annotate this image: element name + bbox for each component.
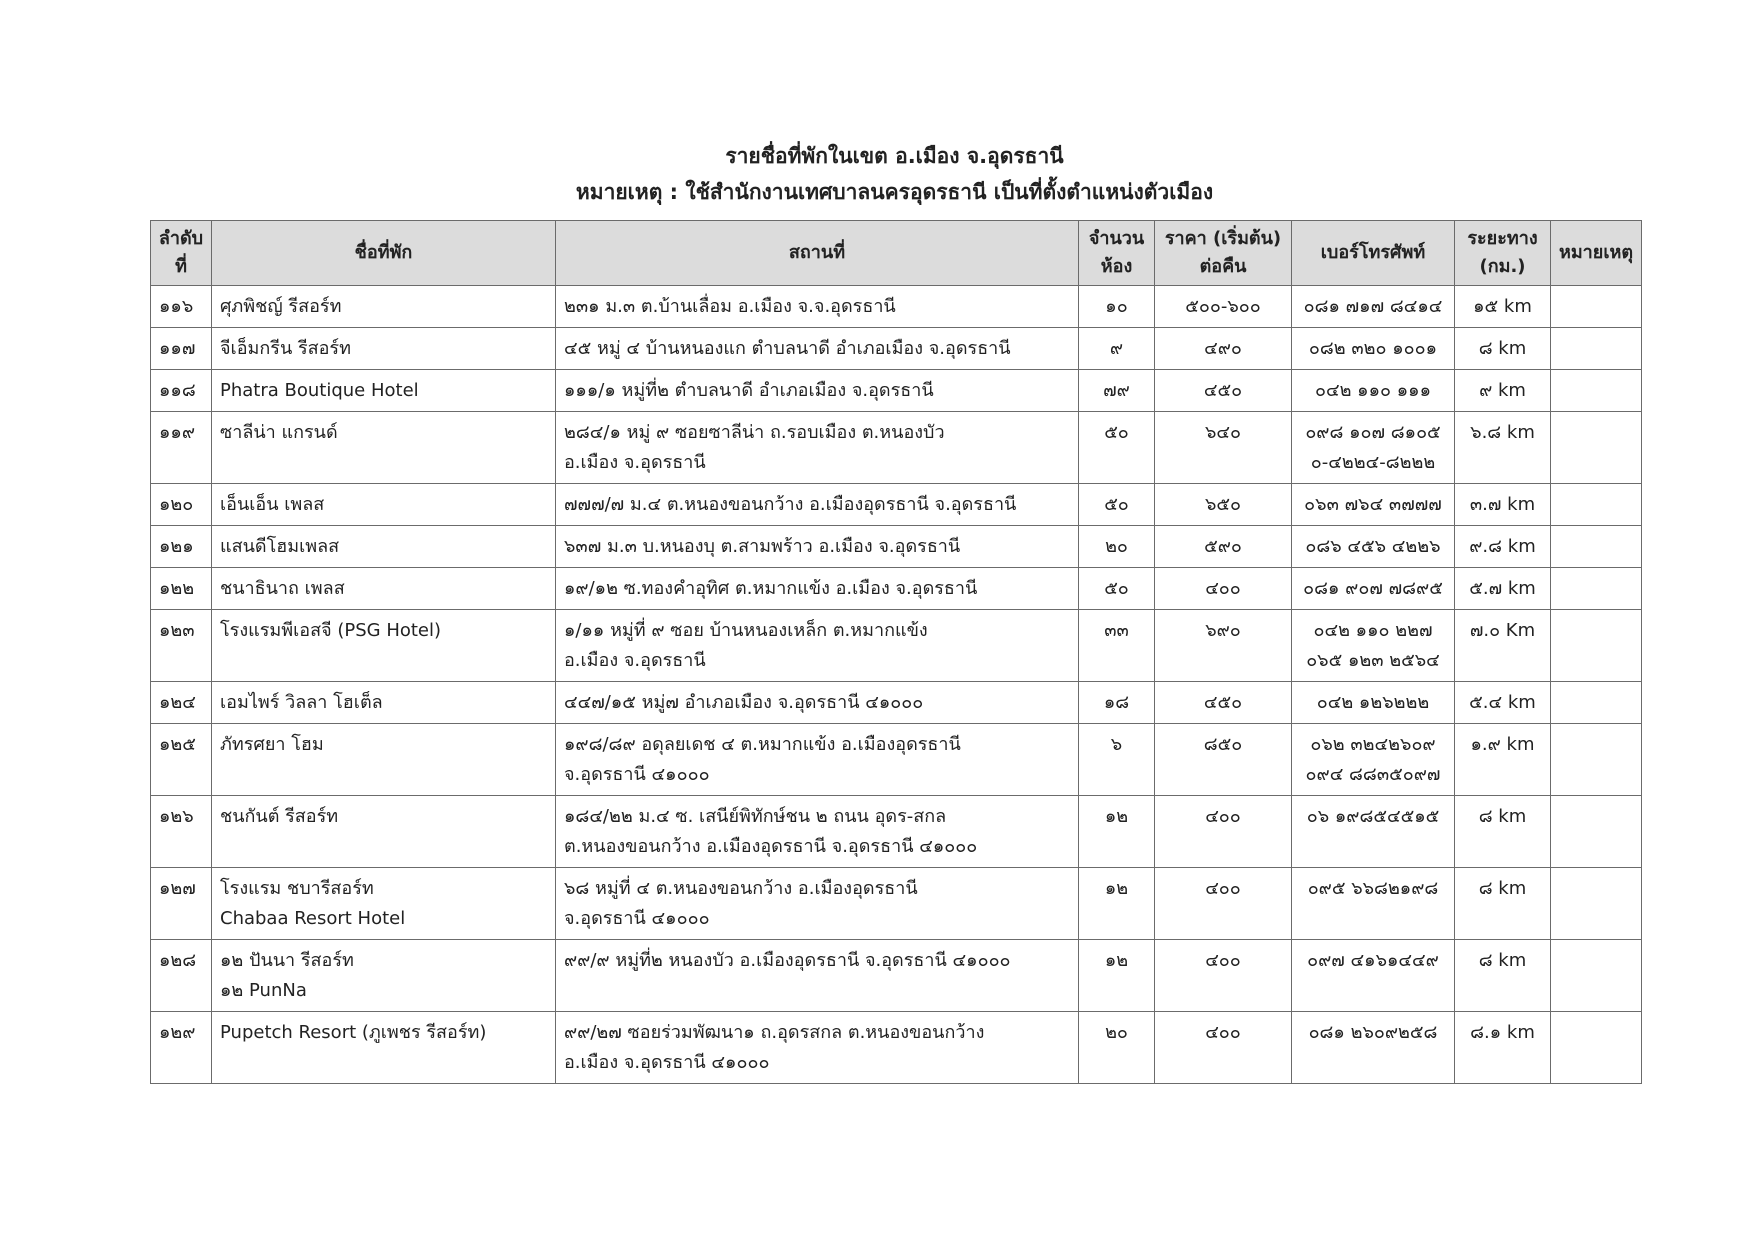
cell-note <box>1551 328 1642 370</box>
header-distance <box>1455 221 1551 286</box>
cell-no: ๑๑๖ <box>151 286 212 328</box>
cell-phone <box>1292 484 1455 526</box>
cell-distance: ๘ km <box>1455 868 1551 940</box>
table-body <box>151 286 1642 1084</box>
cell-name <box>212 682 556 724</box>
cell-distance: ๘ km <box>1455 796 1551 868</box>
cell-location-line: ๑๑๑/๑ หมู่ที่๒ ตำบลนาดี อำเภอเมือง จ.อุดรธานี <box>564 380 934 401</box>
cell-phone-line: ๐๔๒ ๑๑๐ ๒๒๗ <box>1313 620 1433 641</box>
cell-price: ๔๐๐ <box>1155 796 1292 868</box>
cell-distance: ๘ km <box>1455 328 1551 370</box>
cell-location-line: ๙๙/๙ หมู่ที่๒ หนองบัว อ.เมืองอุดรธานี จ.อุดรธานี ๔๑๐๐๐ <box>564 950 1011 971</box>
cell-name-line: ชนกันต์ รีสอร์ท <box>220 806 339 827</box>
table-row <box>151 682 1642 724</box>
cell-rooms: ๒๐ <box>1079 526 1155 568</box>
cell-name-line: โรงแรมพีเอสจี (PSG Hotel) <box>220 620 442 641</box>
cell-phone <box>1292 370 1455 412</box>
cell-location <box>556 868 1079 940</box>
cell-note <box>1551 484 1642 526</box>
cell-distance: ๑.๙ km <box>1455 724 1551 796</box>
cell-phone <box>1292 1012 1455 1084</box>
cell-phone-line: ๐๔๒ ๑๑๐ ๑๑๑ <box>1314 380 1432 401</box>
cell-location-line: ๙๙/๒๗ ซอยร่วมพัฒนา๑ ถ.อุดรสกล ต.หนองขอนกว้าง <box>564 1022 985 1043</box>
cell-location-line: ๑๘๔/๒๒ ม.๔ ซ. เสนีย์พิทักษ์ชน ๒ ถนน อุดร-สกล <box>564 806 947 827</box>
cell-rooms: ๕๐ <box>1079 484 1155 526</box>
cell-location <box>556 526 1079 568</box>
cell-name <box>212 568 556 610</box>
cell-price: ๔๐๐ <box>1155 568 1292 610</box>
cell-phone-line: ๐๘๑ ๙๐๗ ๗๘๙๕ <box>1303 578 1443 599</box>
table-row <box>151 610 1642 682</box>
cell-name <box>212 328 556 370</box>
cell-name-line: ชนาธินาถ เพลส <box>220 578 345 599</box>
cell-phone-line: ๐๔๒ ๑๒๖๒๒๒ <box>1316 692 1430 713</box>
cell-name <box>212 370 556 412</box>
table-row <box>151 286 1642 328</box>
table-row <box>151 370 1642 412</box>
cell-note <box>1551 568 1642 610</box>
cell-name-line: แสนดีโฮมเพลส <box>220 536 340 557</box>
cell-price: ๔๐๐ <box>1155 940 1292 1012</box>
header-phone: เบอร์โทรศัพท์ <box>1292 221 1455 286</box>
cell-note <box>1551 526 1642 568</box>
cell-phone <box>1292 796 1455 868</box>
table-row <box>151 568 1642 610</box>
cell-location <box>556 484 1079 526</box>
cell-location-line: ๑/๑๑ หมู่ที่ ๙ ซอย บ้านหนองเหล็ก ต.หมากแข้ง <box>564 620 928 641</box>
cell-rooms: ๕๐ <box>1079 412 1155 484</box>
header-no-line: ลำดับ <box>158 228 204 249</box>
cell-location-line: ๒๓๑ ม.๓ ต.บ้านเลื่อม อ.เมือง จ.จ.อุดรธานี <box>564 296 896 317</box>
cell-distance: ๕.๔ km <box>1455 682 1551 724</box>
header-rooms-line: จำนวน <box>1088 228 1145 249</box>
cell-location-line: ๑๙๘/๘๙ อดุลยเดช ๔ ต.หมากแข้ง อ.เมืองอุดรธานี <box>564 734 961 755</box>
cell-location-line: ๒๘๔/๑ หมู่ ๙ ซอยซาลีน่า ถ.รอบเมือง ต.หนองบัว <box>564 422 945 443</box>
cell-location-line: ๖๘ หมู่ที่ ๔ ต.หนองขอนกว้าง อ.เมืองอุดรธานี <box>564 878 918 899</box>
table-row <box>151 868 1642 940</box>
cell-location <box>556 796 1079 868</box>
cell-location-line: ๔๔๗/๑๕ หมู่๗ อำเภอเมือง จ.อุดรธานี ๔๑๐๐๐ <box>564 692 924 713</box>
cell-name <box>212 796 556 868</box>
accommodation-table <box>150 220 1642 1084</box>
cell-name <box>212 412 556 484</box>
table-row <box>151 724 1642 796</box>
cell-price: ๔๕๐ <box>1155 370 1292 412</box>
cell-note <box>1551 796 1642 868</box>
cell-price: ๔๙๐ <box>1155 328 1292 370</box>
cell-phone <box>1292 286 1455 328</box>
cell-rooms: ๑๒ <box>1079 940 1155 1012</box>
header-rooms <box>1079 221 1155 286</box>
cell-rooms: ๗๙ <box>1079 370 1155 412</box>
table-row <box>151 526 1642 568</box>
cell-phone-line: ๐๙๘ ๑๐๗ ๘๑๐๕ <box>1305 422 1441 443</box>
cell-phone <box>1292 412 1455 484</box>
document-subtitle: หมายเหตุ : ใช้สำนักงานเทศบาลนครอุดรธานี เป็นที่ตั้งตำแหน่งตัวเมือง <box>575 180 1214 204</box>
cell-note <box>1551 682 1642 724</box>
table-row <box>151 412 1642 484</box>
cell-name <box>212 610 556 682</box>
cell-location <box>556 1012 1079 1084</box>
cell-no: ๑๒๒ <box>151 568 212 610</box>
cell-location <box>556 940 1079 1012</box>
table-row <box>151 1012 1642 1084</box>
cell-phone <box>1292 940 1455 1012</box>
cell-rooms: ๑๒ <box>1079 796 1155 868</box>
cell-phone <box>1292 682 1455 724</box>
cell-name-line: โรงแรม ชบารีสอร์ท <box>220 878 374 899</box>
cell-phone-line: ๐๖๓ ๗๖๔ ๓๗๗๗ <box>1304 494 1442 515</box>
cell-rooms: ๙ <box>1079 328 1155 370</box>
cell-no: ๑๑๗ <box>151 328 212 370</box>
cell-price: ๕๙๐ <box>1155 526 1292 568</box>
header-note: หมายเหตุ <box>1551 221 1642 286</box>
cell-name-line: ๑๒ PunNa <box>220 980 307 1001</box>
header-location: สถานที่ <box>556 221 1079 286</box>
table-row <box>151 328 1642 370</box>
table-row <box>151 796 1642 868</box>
cell-no: ๑๒๙ <box>151 1012 212 1084</box>
cell-distance: ๖.๘ km <box>1455 412 1551 484</box>
table-row <box>151 940 1642 1012</box>
cell-name-line: เอ็นเอ็น เพลส <box>220 494 325 515</box>
cell-name <box>212 1012 556 1084</box>
cell-name-line: ซาลีน่า แกรนด์ <box>220 422 338 443</box>
cell-name-line: ศุภพิชญ์ รีสอร์ท <box>220 296 342 317</box>
cell-phone-line: ๐-๔๒๒๔-๘๒๒๒ <box>1310 452 1436 473</box>
table-row <box>151 484 1642 526</box>
cell-phone-line: ๐๙๕ ๖๖๘๒๑๙๘ <box>1307 878 1439 899</box>
cell-no: ๑๑๙ <box>151 412 212 484</box>
cell-name <box>212 940 556 1012</box>
cell-location <box>556 568 1079 610</box>
cell-distance: ๓.๗ km <box>1455 484 1551 526</box>
cell-phone-line: ๐๘๑ ๒๖๐๙๒๕๘ <box>1308 1022 1438 1043</box>
header-no-line: ที่ <box>175 256 187 277</box>
cell-location-line: ๑๙/๑๒ ซ.ทองคำอุทิศ ต.หมากแข้ง อ.เมือง จ.อุดรธานี <box>564 578 978 599</box>
cell-name-line: จีเอ็มกรีน รีสอร์ท <box>220 338 351 359</box>
cell-name-line: Pupetch Resort (ภูเพชร รีสอร์ท) <box>220 1022 487 1043</box>
cell-name <box>212 286 556 328</box>
cell-note <box>1551 412 1642 484</box>
cell-name <box>212 868 556 940</box>
cell-distance: ๗.๐ Km <box>1455 610 1551 682</box>
cell-location-line: อ.เมือง จ.อุดรธานี ๔๑๐๐๐ <box>564 1052 770 1073</box>
document-title: รายชื่อที่พักในเขต อ.เมือง จ.อุดรธานี <box>725 144 1064 168</box>
cell-note <box>1551 868 1642 940</box>
cell-rooms: ๑๒ <box>1079 868 1155 940</box>
cell-no: ๑๒๑ <box>151 526 212 568</box>
table-header-row <box>151 221 1642 286</box>
cell-price: ๕๐๐-๖๐๐ <box>1155 286 1292 328</box>
cell-price: ๖๙๐ <box>1155 610 1292 682</box>
cell-phone-line: ๐๙๗ ๔๑๖๑๔๔๙ <box>1307 950 1439 971</box>
cell-rooms: ๒๐ <box>1079 1012 1155 1084</box>
cell-phone-line: ๐๘๒ ๓๒๐ ๑๐๐๑ <box>1308 338 1438 359</box>
cell-location-line: ๖๓๗ ม.๓ บ.หนองบุ ต.สามพร้าว อ.เมือง จ.อุดรธานี <box>564 536 961 557</box>
cell-no: ๑๒๐ <box>151 484 212 526</box>
cell-phone-line: ๐๘๑ ๗๑๗ ๘๔๑๔ <box>1303 296 1443 317</box>
header-name: ชื่อที่พัก <box>212 221 556 286</box>
cell-location-line: อ.เมือง จ.อุดรธานี <box>564 452 706 473</box>
cell-location-line: ๗๗๗/๗ ม.๔ ต.หนองขอนกว้าง อ.เมืองอุดรธานี จ.อุดรธานี <box>564 494 1017 515</box>
header-rooms-line: ห้อง <box>1100 256 1133 277</box>
cell-name-line: ภัทรศยา โฮม <box>220 734 324 755</box>
header-distance-line: ระยะทาง <box>1467 228 1538 249</box>
cell-location-line: จ.อุดรธานี ๔๑๐๐๐ <box>564 908 710 929</box>
cell-price: ๔๐๐ <box>1155 868 1292 940</box>
cell-no: ๑๑๘ <box>151 370 212 412</box>
cell-location-line: ต.หนองขอนกว้าง อ.เมืองอุดรธานี จ.อุดรธานี ๔๑๐๐๐ <box>564 836 978 857</box>
cell-price: ๖๔๐ <box>1155 412 1292 484</box>
cell-price: ๘๕๐ <box>1155 724 1292 796</box>
cell-phone-line: ๐๖๕ ๑๒๓ ๒๕๖๔ <box>1306 650 1440 671</box>
cell-no: ๑๒๗ <box>151 868 212 940</box>
cell-location <box>556 682 1079 724</box>
cell-note <box>1551 724 1642 796</box>
cell-rooms: ๕๐ <box>1079 568 1155 610</box>
cell-no: ๑๒๖ <box>151 796 212 868</box>
cell-note <box>1551 370 1642 412</box>
cell-phone-line: ๐๖ ๑๙๘๕๔๕๑๕ <box>1306 806 1440 827</box>
cell-location <box>556 328 1079 370</box>
cell-phone <box>1292 610 1455 682</box>
cell-name-line: ๑๒ ปันนา รีสอร์ท <box>220 950 354 971</box>
document-header <box>0 138 1754 210</box>
cell-name <box>212 484 556 526</box>
cell-distance: ๙ km <box>1455 370 1551 412</box>
cell-name-line: Chabaa Resort Hotel <box>220 908 406 929</box>
cell-phone <box>1292 868 1455 940</box>
header-price-line: ต่อคืน <box>1199 256 1247 277</box>
cell-rooms: ๑๐ <box>1079 286 1155 328</box>
cell-distance: ๕.๗ km <box>1455 568 1551 610</box>
cell-name-line: เอมไพร์ วิลลา โฮเต็ล <box>220 692 383 713</box>
cell-note <box>1551 1012 1642 1084</box>
cell-location <box>556 724 1079 796</box>
cell-price: ๔๐๐ <box>1155 1012 1292 1084</box>
cell-location-line: ๔๕ หมู่ ๔ บ้านหนองแก ตำบลนาดี อำเภอเมือง จ.อุดรธานี <box>564 338 1011 359</box>
cell-name <box>212 526 556 568</box>
cell-phone-line: ๐๘๖ ๔๕๖ ๔๒๒๖ <box>1305 536 1441 557</box>
cell-name <box>212 724 556 796</box>
cell-location <box>556 370 1079 412</box>
cell-rooms: ๑๘ <box>1079 682 1155 724</box>
cell-phone-line: ๐๙๔ ๘๘๓๕๐๙๗ <box>1305 764 1441 785</box>
cell-note <box>1551 286 1642 328</box>
cell-note <box>1551 940 1642 1012</box>
cell-phone-line: ๐๖๒ ๓๒๔๒๖๐๙ <box>1310 734 1436 755</box>
cell-distance: ๑๕ km <box>1455 286 1551 328</box>
header-no <box>151 221 212 286</box>
cell-no: ๑๒๔ <box>151 682 212 724</box>
cell-location <box>556 412 1079 484</box>
cell-phone <box>1292 526 1455 568</box>
cell-no: ๑๒๘ <box>151 940 212 1012</box>
cell-name-line: Phatra Boutique Hotel <box>220 380 419 401</box>
cell-location-line: จ.อุดรธานี ๔๑๐๐๐ <box>564 764 710 785</box>
cell-phone <box>1292 724 1455 796</box>
cell-distance: ๘.๑ km <box>1455 1012 1551 1084</box>
cell-price: ๖๕๐ <box>1155 484 1292 526</box>
cell-no: ๑๒๓ <box>151 610 212 682</box>
cell-note <box>1551 610 1642 682</box>
header-price-line: ราคา (เริ่มต้น) <box>1164 228 1282 249</box>
cell-price: ๔๕๐ <box>1155 682 1292 724</box>
cell-distance: ๙.๘ km <box>1455 526 1551 568</box>
cell-phone <box>1292 568 1455 610</box>
cell-no: ๑๒๕ <box>151 724 212 796</box>
cell-rooms: ๓๓ <box>1079 610 1155 682</box>
cell-location <box>556 610 1079 682</box>
cell-distance: ๘ km <box>1455 940 1551 1012</box>
header-price <box>1155 221 1292 286</box>
cell-location <box>556 286 1079 328</box>
cell-location-line: อ.เมือง จ.อุดรธานี <box>564 650 706 671</box>
cell-rooms: ๖ <box>1079 724 1155 796</box>
header-distance-line: (กม.) <box>1479 256 1526 277</box>
cell-phone <box>1292 328 1455 370</box>
